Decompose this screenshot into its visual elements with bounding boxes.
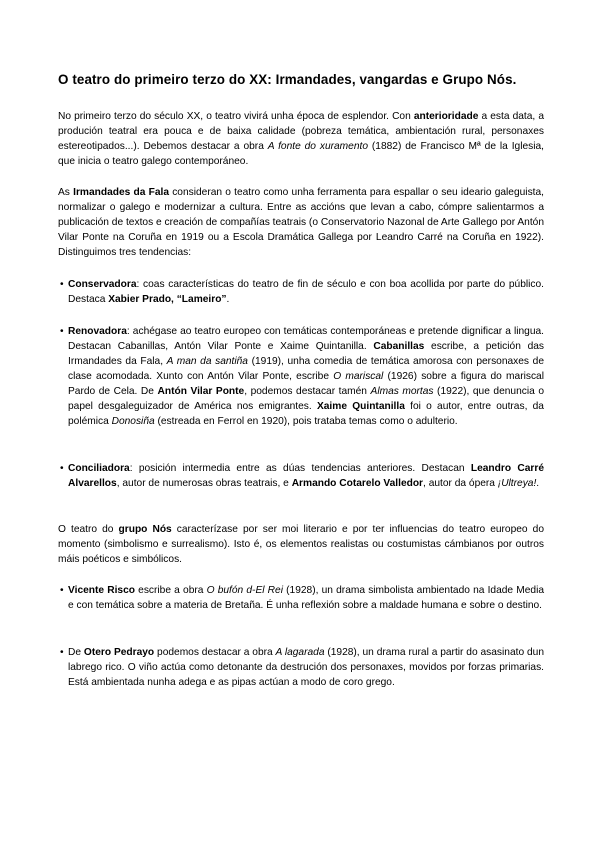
list-item-text [60, 583, 544, 613]
bullet-marker: • [60, 585, 64, 596]
paragraph-intro [58, 109, 544, 169]
italic-title: ¡Ultreya! [497, 478, 537, 489]
text: (1882) de Francisco Mª de la Iglesia, que inicia o teatro galego contemporáneo. [58, 141, 545, 167]
text: O teatro do [58, 524, 119, 535]
bold-text: Xaime Quintanilla [316, 401, 405, 412]
text: De [68, 647, 84, 658]
bold-text: Renovadora [68, 326, 127, 337]
text: : coas características do teatro de fin de século e con boa acollida por parte do público. Destaca [68, 279, 544, 305]
list-item-text [60, 324, 544, 429]
text: (1928), un drama rural a partir do asasinato dun labrego rico. O viño actúa como detonante da destrución dos personaxes, movidos por forzas primarias. Está ambientada nunha adega e as pipas actúan a modo de coro grego. [68, 647, 544, 688]
bold-text: Cabanillas [373, 341, 425, 352]
text: , autor de numerosas obras teatrais, e [116, 478, 292, 489]
text: (estreada en Ferrol en 1920), pois trataba temas como o adulterio. [154, 416, 458, 427]
text: (1928), un drama simbolista ambientado na Idade Media e con temática sobre a materia de Bretaña. É unha reflexión sobre a maldade humana e sobre o destino. [68, 585, 545, 611]
list-item-conservadora [60, 277, 544, 307]
bold-text: Xabier Prado, “Lameiro” [108, 294, 227, 305]
list-item-text [60, 461, 544, 491]
list-item-conciliadora [60, 461, 544, 491]
list-item-renovadora [60, 324, 544, 429]
text: , autor da ópera [423, 478, 498, 489]
list-item-vicente-risco [60, 583, 544, 613]
text: . [536, 478, 540, 489]
text: caracterízase por ser moi literario e por ter influencias do teatro europeo do momento (simbolismo e surrealismo). Isto é, os elementos realistas ou costumistas cámbianos por outros máis poéticos e simbólicos. [58, 524, 544, 565]
text: (1926) sobre a figura do mariscal Pardo de Cela. De [68, 371, 544, 397]
text: (1919), unha comedia de temática amorosa con personaxes de clase acomodada. Xunto con Antón Vilar Ponte, escribe [68, 356, 544, 382]
paragraph-grupo-nos [58, 522, 544, 567]
paragraph-irmandades [58, 185, 544, 260]
text: (1922), que denuncia o papel desgaleguizador de América nos emigrantes. [68, 386, 544, 412]
list-item-otero-pedrayo [60, 645, 544, 690]
text: : posición intermedia entre as dúas tendencias anteriores. Destacan [129, 463, 471, 474]
bullet-marker: • [60, 647, 64, 658]
bullet-marker: • [60, 463, 64, 474]
text: escribe, a petición das Irmandades da Fala, [68, 341, 544, 367]
text: As [58, 187, 74, 198]
italic-title: O bufón d-El Rei [206, 585, 283, 596]
bold-text: grupo Nós [118, 524, 172, 535]
bold-text: Armando Cotarelo Valledor [291, 478, 424, 489]
list-item-text [60, 277, 544, 307]
italic-title: A lagarada [275, 647, 325, 658]
italic-title: Donosiña [111, 416, 155, 427]
italic-title: O mariscal [333, 371, 384, 382]
text: . [226, 294, 230, 305]
bold-text: Conciliadora [68, 463, 130, 474]
text: podemos destacar a obra [154, 647, 276, 658]
bold-text: Otero Pedrayo [83, 647, 155, 658]
document-title: O teatro do primeiro terzo do XX: Irmandades, vangardas e Grupo Nós. [58, 72, 517, 87]
bold-text: Antón Vilar Ponte [157, 386, 245, 397]
italic-title: A fonte do xuramento [267, 141, 368, 152]
text: escribe a obra [134, 585, 207, 596]
text: , podemos destacar tamén [244, 386, 371, 397]
text: No primeiro terzo do século XX, o teatro vivirá unha época de esplendor. Con [58, 111, 414, 122]
text: a esta data, a produción teatral era pouca e de baixa calidade (pobreza temática, ambientación rural, personaxes estereotipados...). Debemos destacar a obra [58, 111, 544, 152]
italic-title: A man da santiña [166, 356, 248, 367]
list-item-text [60, 645, 544, 690]
italic-title: Almas mortas [370, 386, 434, 397]
bold-text: anterioridade [413, 111, 479, 122]
bullet-marker: • [60, 279, 64, 290]
text: consideran o teatro como unha ferramenta para espallar o seu ideario galeguista, normalizar o galego e modernizar a cultura. Entre as accións que levan a cabo, cómpre salientarmos a publicación de textos e creación de compañías teatrais (o Conservatorio Nazonal de Arte Gallego por Antón Vilar Ponte na Coruña en 1919 ou a Escola Dramática Gallega por Leandro Carré na Coruña en 1922). Distinguimos tres tendencias: [58, 187, 544, 258]
bold-text: Vicente Risco [68, 585, 135, 596]
bullet-marker: • [60, 326, 64, 337]
bold-text: Conservadora [68, 279, 137, 290]
bold-text: Irmandades da Fala [73, 187, 169, 198]
text: : achégase ao teatro europeo con temáticas contemporáneas e pretende dignificar a lingua. Destacan Cabanillas, Antón Vilar Ponte e Xaime Quintanilla. [68, 326, 544, 352]
bold-text: Leandro Carré Alvarellos [68, 463, 545, 489]
text: foi o autor, entre outras, da polémica [68, 401, 544, 427]
